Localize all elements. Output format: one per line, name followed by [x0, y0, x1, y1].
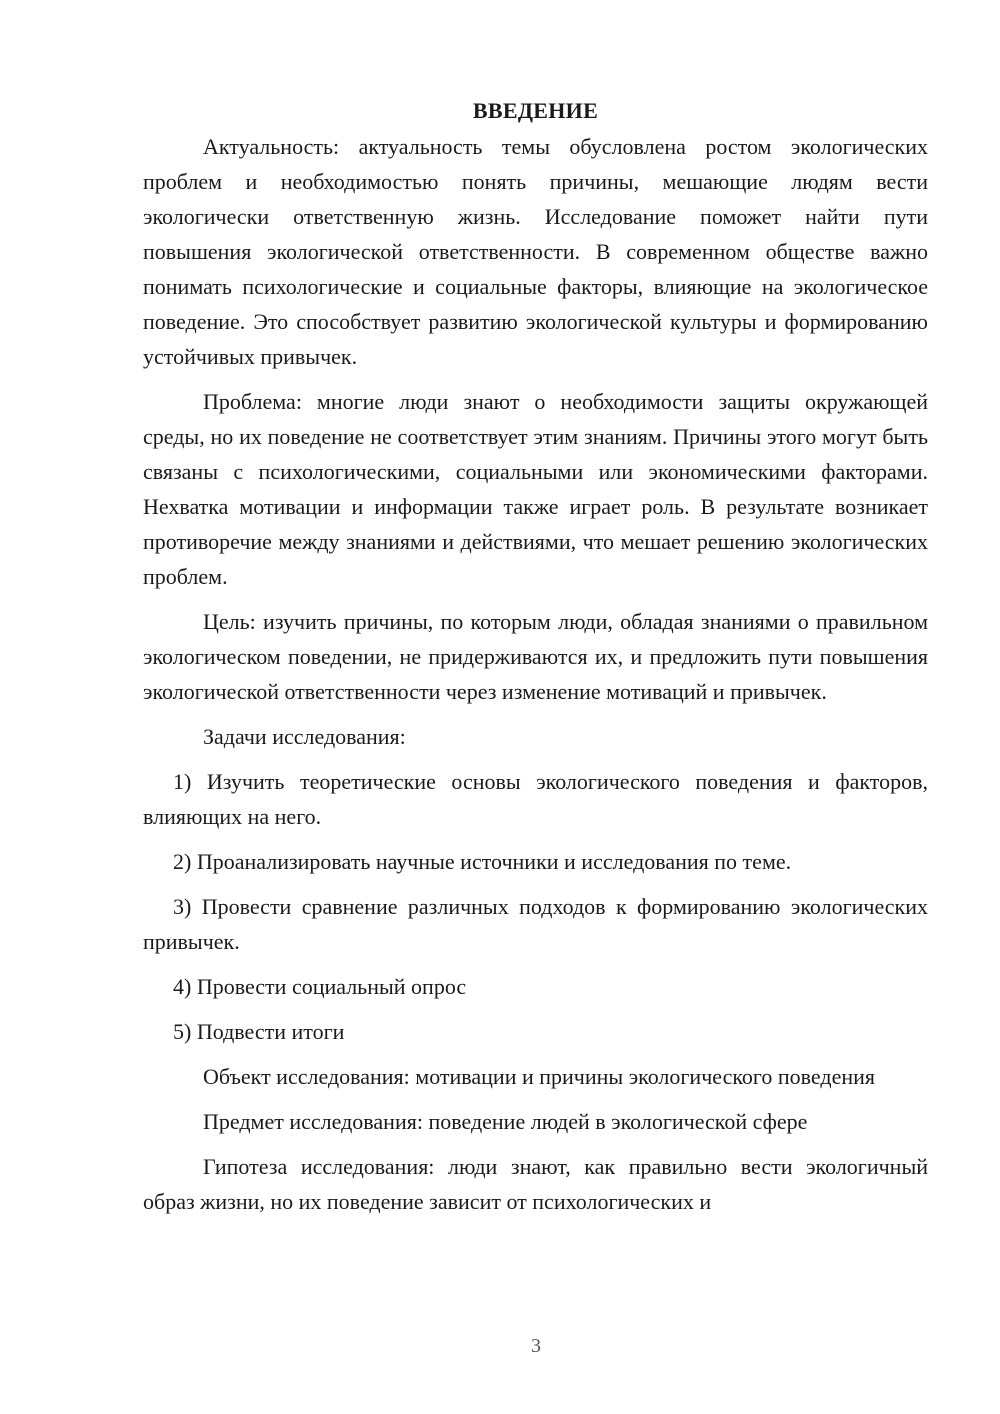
hypothesis-paragraph: Гипотеза исследования: люди знают, как правильно вести экологичный образ жизни, но их поведение зависит от психологических и [143, 1154, 928, 1214]
task-item: 2) Проанализировать научные источники и исследования по теме. [173, 849, 792, 874]
page-content [143, 93, 928, 1229]
subject-paragraph: Предмет исследования: поведение людей в экологической сфере [203, 1109, 808, 1134]
page-number: 3 [531, 1335, 541, 1357]
relevance-paragraph: Актуальность: актуальность темы обусловлена ростом экологических проблем и необходимостью понять причины, мешающие людям вести экологически ответственную жизнь. Исследование поможет найти пути повышения экологической ответственности. В современном обществе важно понимать психологические и социальные факторы, влияющие на экологическое поведение. Это способствует развитию экологической культуры и формированию устойчивых привычек. [143, 134, 928, 369]
section-title: ВВЕДЕНИЕ [472, 98, 599, 123]
task-item: 5) Подвести итоги [173, 1019, 345, 1044]
object-paragraph: Объект исследования: мотивации и причины экологического поведения [203, 1064, 876, 1089]
task-item: 1) Изучить теоретические основы экологического поведения и факторов, влияющих на него. [143, 769, 928, 829]
problem-paragraph: Проблема: многие люди знают о необходимости защиты окружающей среды, но их поведение не соответствует этим знаниям. Причины этого могут быть связаны с психологическими, социальными или экономическими факторами. Нехватка мотивации и информации также играет роль. В результате возникает противоречие между знаниями и действиями, что мешает решению экологических проблем. [143, 389, 928, 589]
task-item: 4) Провести социальный опрос [173, 974, 467, 999]
goal-paragraph: Цель: изучить причины, по которым люди, обладая знаниями о правильном экологическом поведении, не придерживаются их, и предложить пути повышения экологической ответственности через изменение мотиваций и привычек. [143, 609, 928, 704]
tasks-heading: Задачи исследования: [203, 724, 406, 749]
task-item: 3) Провести сравнение различных подходов к формированию экологических привычек. [143, 894, 928, 954]
